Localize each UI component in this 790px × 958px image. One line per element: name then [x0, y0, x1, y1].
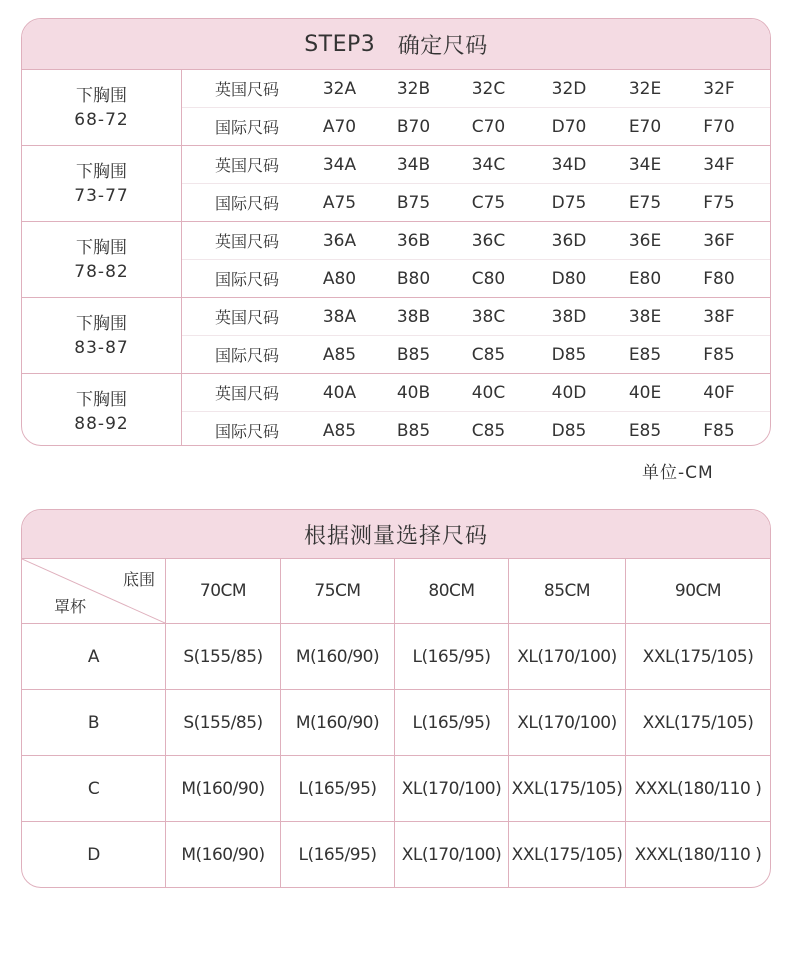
size-cell: 36A [322, 230, 357, 251]
size-cell: F85 [703, 420, 735, 441]
size-cell: F75 [703, 192, 735, 213]
size-cell: D70 [551, 116, 587, 137]
cup-label: B [22, 689, 165, 755]
size-cell: C70 [471, 116, 506, 137]
size-cell: A80 [322, 268, 357, 289]
cup-label: A [22, 623, 165, 689]
underbust-cell [22, 70, 182, 145]
size-cell: F80 [703, 268, 735, 289]
size-row-intl [182, 411, 770, 446]
select-table-title: 根据测量选择尺码 [22, 510, 770, 558]
band-column-header: 80CM [394, 558, 508, 623]
size-cell: D85 [551, 344, 587, 365]
size-row-uk [182, 222, 770, 259]
underbust-label: 下胸围 [76, 85, 127, 106]
size-recommendation-cell: XXL(175/105) [625, 623, 770, 689]
underbust-range: 78-82 [74, 261, 129, 282]
size-recommendation-cell: L(165/95) [280, 755, 394, 821]
size-recommendation-cell: M(160/90) [165, 755, 280, 821]
row-label-uk: 英国尺码 [214, 308, 279, 327]
size-rows [182, 222, 770, 297]
size-cell: A85 [322, 344, 357, 365]
size-recommendation-cell: XL(170/100) [394, 755, 508, 821]
size-cell: 38A [322, 306, 357, 327]
size-group [22, 69, 770, 145]
size-rows [182, 298, 770, 373]
select-size-table [21, 509, 771, 888]
size-cell: F85 [703, 344, 735, 365]
size-cell: D75 [551, 192, 587, 213]
underbust-cell [22, 146, 182, 221]
underbust-cell [22, 298, 182, 373]
size-row-uk [182, 70, 770, 107]
size-row-intl [182, 183, 770, 221]
size-recommendation-cell: XL(170/100) [508, 623, 625, 689]
size-cell: E85 [628, 420, 662, 441]
size-row-uk [182, 298, 770, 335]
cup-label: C [22, 755, 165, 821]
size-cell: 34B [396, 154, 431, 175]
row-label-uk: 英国尺码 [214, 156, 279, 175]
size-cell: 40B [396, 382, 431, 403]
size-cell: 38E [628, 306, 662, 327]
size-cell: 32A [322, 78, 357, 99]
size-group [22, 297, 770, 373]
band-column-header: 75CM [280, 558, 394, 623]
size-cell: B85 [396, 344, 431, 365]
size-cell: B85 [396, 420, 431, 441]
row-label-intl: 国际尺码 [214, 118, 279, 137]
underbust-label: 下胸围 [76, 389, 127, 410]
size-group [22, 373, 770, 446]
size-cell: B70 [396, 116, 431, 137]
size-cell: 34A [322, 154, 357, 175]
underbust-range: 83-87 [74, 337, 129, 358]
row-label-intl: 国际尺码 [214, 422, 279, 441]
row-label-uk: 英国尺码 [214, 232, 279, 251]
size-cell: D85 [551, 420, 587, 441]
step3-size-table [21, 18, 771, 446]
band-column-header: 90CM [625, 558, 770, 623]
size-cell: 32D [551, 78, 587, 99]
size-cell: E85 [628, 344, 662, 365]
size-cell: 34D [551, 154, 587, 175]
size-recommendation-cell: M(160/90) [280, 689, 394, 755]
size-cell: E70 [628, 116, 662, 137]
select-table-grid [22, 558, 770, 887]
step3-title-step: STEP3 [304, 31, 376, 57]
size-recommendation-cell: XXL(175/105) [625, 689, 770, 755]
size-cell: 38D [551, 306, 587, 327]
underbust-range: 73-77 [74, 185, 129, 206]
step3-title-text: 确定尺码 [397, 33, 488, 59]
row-label-uk: 英国尺码 [214, 384, 279, 403]
size-cell: E80 [628, 268, 662, 289]
size-cell: 36B [396, 230, 431, 251]
size-cell: 36D [551, 230, 587, 251]
size-cell: D80 [551, 268, 587, 289]
size-cell: 32C [471, 78, 506, 99]
size-recommendation-cell: XXXL(180/110 ) [625, 821, 770, 887]
size-cell: E75 [628, 192, 662, 213]
size-row-intl [182, 107, 770, 145]
underbust-range: 68-72 [74, 109, 129, 130]
underbust-label: 下胸围 [76, 161, 127, 182]
size-cell: 34F [703, 154, 735, 175]
size-cell: C85 [471, 344, 506, 365]
size-recommendation-cell: M(160/90) [165, 821, 280, 887]
size-cell: 40D [551, 382, 587, 403]
row-label-intl: 国际尺码 [214, 194, 279, 213]
size-cell: F70 [703, 116, 735, 137]
size-cell: B80 [396, 268, 431, 289]
size-recommendation-cell: XL(170/100) [508, 689, 625, 755]
size-recommendation-cell: XXXL(180/110 ) [625, 755, 770, 821]
size-cell: 36C [471, 230, 506, 251]
corner-label-band: 底围 [122, 570, 155, 589]
underbust-cell [22, 374, 182, 446]
size-recommendation-cell: M(160/90) [280, 623, 394, 689]
size-cell: 38B [396, 306, 431, 327]
underbust-range: 88-92 [74, 413, 129, 434]
size-recommendation-cell: XXL(175/105) [508, 821, 625, 887]
size-cell: 38F [703, 306, 735, 327]
size-cell: A75 [322, 192, 357, 213]
size-cell: 32E [628, 78, 662, 99]
size-rows [182, 374, 770, 446]
size-rows [182, 70, 770, 145]
size-cell: C75 [471, 192, 506, 213]
size-cell: 32F [703, 78, 735, 99]
band-column-header: 85CM [508, 558, 625, 623]
corner-header-cell [22, 558, 165, 623]
size-recommendation-cell: S(155/85) [165, 689, 280, 755]
underbust-label: 下胸围 [76, 237, 127, 258]
size-cell: 40A [322, 382, 357, 403]
corner-label-cup: 罩杯 [54, 597, 87, 616]
size-recommendation-cell: XXL(175/105) [508, 755, 625, 821]
size-cell: C85 [471, 420, 506, 441]
size-row-uk [182, 374, 770, 411]
band-column-header: 70CM [165, 558, 280, 623]
size-cell: 40C [471, 382, 506, 403]
size-group [22, 221, 770, 297]
size-cell: C80 [471, 268, 506, 289]
underbust-cell [22, 222, 182, 297]
size-recommendation-cell: S(155/85) [165, 623, 280, 689]
row-label-intl: 国际尺码 [214, 270, 279, 289]
size-cell: 34E [628, 154, 662, 175]
size-cell: A85 [322, 420, 357, 441]
size-cell: B75 [396, 192, 431, 213]
size-cell: 32B [396, 78, 431, 99]
size-group [22, 145, 770, 221]
size-row-intl [182, 335, 770, 373]
cup-label: D [22, 821, 165, 887]
size-cell: 36F [703, 230, 735, 251]
unit-note: 单位-CM [642, 463, 714, 483]
row-label-intl: 国际尺码 [214, 346, 279, 365]
step3-table-body [22, 69, 770, 446]
size-cell: 34C [471, 154, 506, 175]
step3-title [22, 19, 770, 69]
underbust-label: 下胸围 [76, 313, 127, 334]
size-cell: 38C [471, 306, 506, 327]
size-cell: 40E [628, 382, 662, 403]
size-row-uk [182, 146, 770, 183]
size-cell: 40F [703, 382, 735, 403]
row-label-uk: 英国尺码 [214, 80, 279, 99]
size-recommendation-cell: L(165/95) [280, 821, 394, 887]
size-cell: A70 [322, 116, 357, 137]
size-rows [182, 146, 770, 221]
size-recommendation-cell: L(165/95) [394, 623, 508, 689]
size-recommendation-cell: L(165/95) [394, 689, 508, 755]
size-cell: 36E [628, 230, 662, 251]
size-recommendation-cell: XL(170/100) [394, 821, 508, 887]
size-row-intl [182, 259, 770, 297]
